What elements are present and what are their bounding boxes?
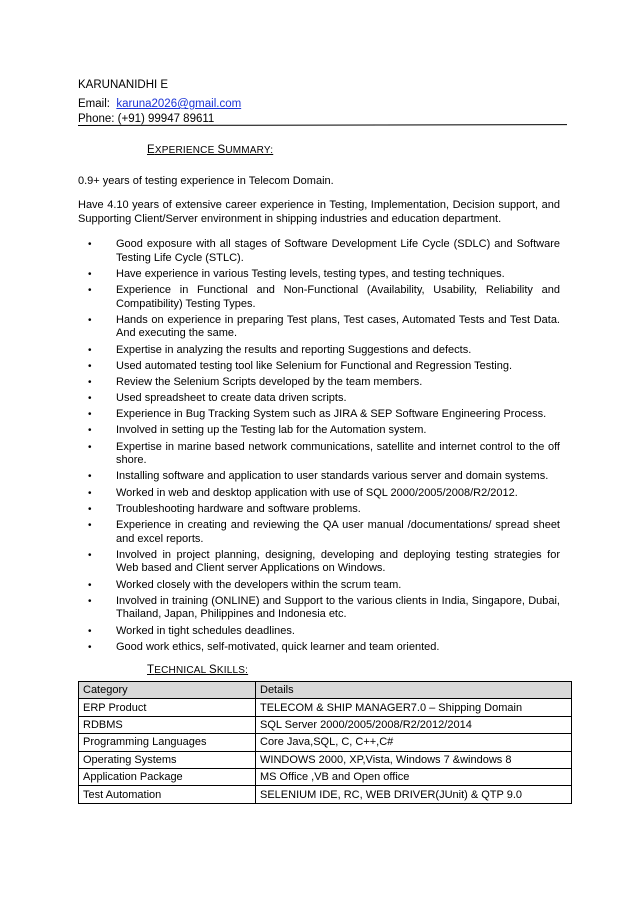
bullet-icon: • (88, 625, 92, 637)
bullet-text: Hands on experience in preparing Test plans, Test cases, Automated Tests and Test Data. And executing the same. (116, 313, 560, 340)
bullet-text: Used spreadsheet to create data driven scripts. (116, 392, 347, 405)
candidate-name: KARUNANIDHI E (78, 79, 169, 91)
list-item (78, 408, 560, 422)
email-link[interactable]: karuna2026@gmail.com (116, 98, 242, 110)
email-line (78, 98, 241, 110)
list-item (78, 595, 560, 622)
skill-category-cell: Programming Languages (79, 734, 256, 751)
bullet-icon: • (88, 239, 92, 250)
table-row (79, 786, 572, 803)
bullet-text: Good exposure with all stages of Software Development Life Cycle (SDLC) and Software Testing Life Cycle (STLC). (116, 238, 560, 264)
list-item (78, 268, 560, 282)
bullet-text: Worked in web and desktop application with use of SQL 2000/2005/2008/R2/2012. (116, 486, 518, 499)
bullet-text: Experience in Functional and Non-Functional (Availability, Usability, Reliability and Compatibility) Testing Types. (116, 283, 560, 310)
list-item (78, 519, 560, 546)
table-row (79, 751, 572, 768)
column-header-category: Category (79, 682, 256, 699)
bullet-text: Good work ethics, self-motivated, quick learner and team oriented. (116, 640, 440, 653)
skill-details-cell: Core Java,SQL, C, C++,C# (256, 734, 572, 751)
bullet-text: Involved in setting up the Testing lab for the Automation system. (116, 424, 427, 437)
list-item (78, 238, 560, 265)
list-item (78, 314, 560, 341)
bullet-text: Installing software and application to user standards various server and domain systems. (116, 470, 549, 483)
list-item (78, 549, 560, 576)
skill-category-cell: Operating Systems (79, 751, 256, 768)
list-item (78, 284, 560, 311)
bullet-text: Involved in project planning, designing, developing and deploying testing strategies for Web based and Client server Applications on Windows. (116, 548, 560, 575)
list-item (78, 360, 560, 374)
list-item (78, 344, 560, 358)
column-header-details: Details (256, 682, 572, 699)
phone-line: Phone: (+91) 99947 89611 (78, 113, 215, 125)
bullet-icon: • (88, 487, 92, 499)
bullet-text: Experience in creating and reviewing the QA user manual /documentations/ spread sheet and excel reports. (116, 519, 560, 545)
bullet-text: Worked closely with the developers within the scrum team. (116, 578, 402, 591)
skill-details-cell: SQL Server 2000/2005/2008/R2/2012/2014 (256, 716, 572, 733)
header-divider (78, 124, 567, 126)
bullet-text: Experience in Bug Tracking System such as JIRA & SEP Software Engineering Process. (116, 408, 547, 421)
bullet-icon: • (88, 344, 92, 356)
table-row (79, 734, 572, 751)
bullet-icon: • (88, 425, 92, 437)
skill-category-cell: Application Package (79, 768, 256, 785)
list-item (78, 376, 560, 390)
table-header-row (79, 682, 572, 699)
technical-skills-table (78, 681, 572, 804)
list-item (78, 441, 560, 468)
technical-skills-heading: TECHNICAL SKILLS: (147, 664, 249, 676)
bullet-icon: • (88, 376, 92, 388)
experience-paragraph: Have 4.10 years of extensive career experience in Testing, Implementation, Decision support, and Supporting Client/Server environment in shipping industries and education department. (78, 199, 560, 225)
skill-details-cell: TELECOM & SHIP MANAGER7.0 – Shipping Domain (256, 699, 572, 716)
bullet-text: Troubleshooting hardware and software problems. (116, 502, 361, 515)
experience-bullet-list (78, 238, 560, 657)
list-item (78, 579, 560, 593)
list-item (78, 625, 560, 639)
bullet-text: Expertise in analyzing the results and reporting Suggestions and defects. (116, 343, 472, 356)
bullet-text: Worked in tight schedules deadlines. (116, 624, 295, 637)
experience-summary-heading: EXPERIENCE SUMMARY: (147, 144, 274, 156)
bullet-icon: • (88, 503, 92, 515)
table-row (79, 716, 572, 733)
bullet-icon: • (88, 595, 92, 607)
bullet-icon: • (88, 360, 92, 372)
list-item (78, 470, 560, 484)
bullet-icon: • (88, 393, 92, 405)
bullet-text: Review the Selenium Scripts developed by the team members. (116, 375, 423, 388)
bullet-icon: • (88, 471, 92, 483)
skill-category-cell: RDBMS (79, 716, 256, 733)
bullet-icon: • (88, 409, 92, 421)
bullet-text: Used automated testing tool like Selenium for Functional and Regression Testing. (116, 359, 513, 372)
bullet-icon: • (88, 314, 92, 326)
table-row (79, 699, 572, 716)
skill-category-cell: ERP Product (79, 699, 256, 716)
list-item (78, 392, 560, 406)
experience-intro: 0.9+ years of testing experience in Telecom Domain. (78, 175, 334, 187)
bullet-icon: • (88, 579, 92, 591)
bullet-text: Expertise in marine based network communications, satellite and internet control to the off shore. (116, 440, 560, 467)
list-item (78, 641, 560, 655)
table-row (79, 768, 572, 785)
skill-category-cell: Test Automation (79, 786, 256, 803)
bullet-text: Have experience in various Testing levels, testing types, and testing techniques. (116, 267, 505, 280)
bullet-text: Involved in training (ONLINE) and Support to the various clients in India, Singapore, Dubai, Thailand, Japan, Philippines and Indonesia etc. (116, 594, 560, 621)
list-item (78, 487, 560, 501)
bullet-icon: • (88, 268, 92, 280)
bullet-icon: • (88, 520, 92, 531)
list-item (78, 424, 560, 438)
email-label: Email: (78, 98, 110, 110)
bullet-icon: • (88, 441, 92, 453)
skill-details-cell: MS Office ,VB and Open office (256, 768, 572, 785)
skill-details-cell: WINDOWS 2000, XP,Vista, Windows 7 &windows 8 (256, 751, 572, 768)
skill-details-cell: SELENIUM IDE, RC, WEB DRIVER(JUnit) & QTP 9.0 (256, 786, 572, 803)
list-item (78, 503, 560, 517)
bullet-icon: • (88, 284, 92, 296)
bullet-icon: • (88, 549, 92, 561)
bullet-icon: • (88, 641, 92, 653)
